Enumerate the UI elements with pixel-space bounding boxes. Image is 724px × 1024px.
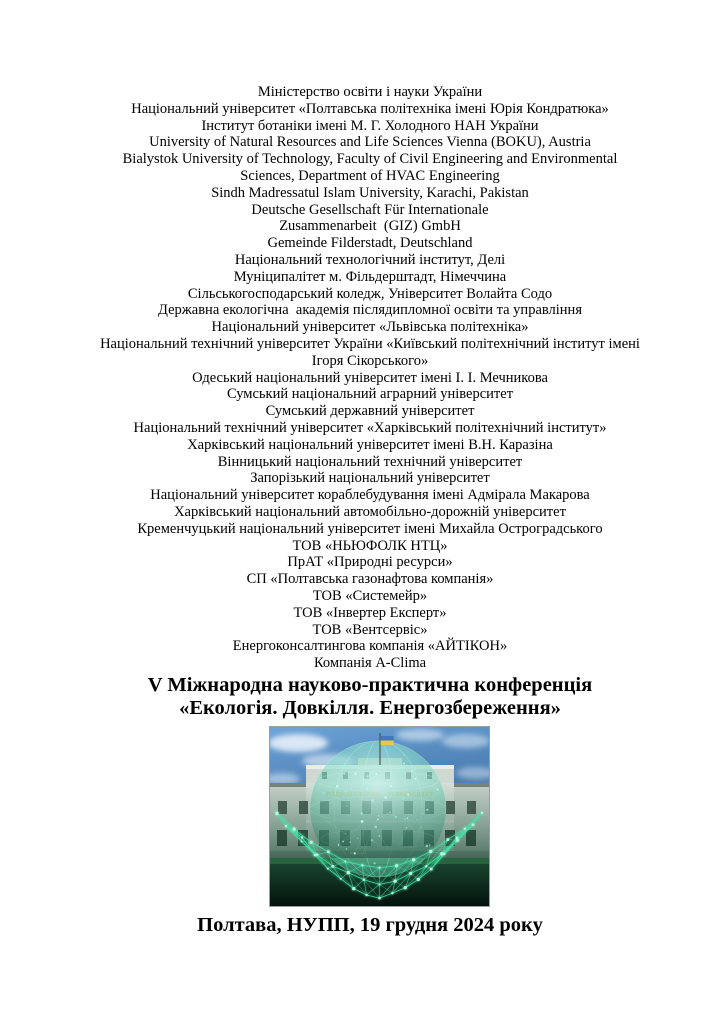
organization-line: Інститут ботаніки імені М. Г. Холодного НАН України <box>201 117 539 134</box>
organization-line: ТОВ «Інвертер Експерт» <box>293 604 447 621</box>
organization-line: Компанія A-Clima <box>313 655 427 672</box>
organization-line: Запорізький національний університет <box>250 470 490 487</box>
green-tint-overlay <box>270 783 489 858</box>
organization-line: ТОВ «Вентсервіс» <box>312 621 428 638</box>
organization-line: Вінницький національний технічний університет <box>217 453 523 470</box>
organization-line: ТОВ «НЬЮФОЛК НТЦ» <box>292 537 448 554</box>
organization-line: Сумський національний аграрний університет <box>226 386 514 403</box>
organization-line: Sciences, Department of HVAC Engineering <box>240 167 500 184</box>
organization-line: Харківський національний автомобільно-дорожній університет <box>174 503 566 520</box>
conference-image <box>269 726 490 907</box>
organizations-list <box>46 84 694 672</box>
organization-line: Bialystok University of Technology, Faculty of Civil Engineering and Environmental <box>122 151 618 168</box>
organization-line: Харківський національний університет імені В.Н. Каразіна <box>187 436 553 453</box>
organization-line: Zusammenarbeit (GIZ) GmbH <box>279 218 461 235</box>
organization-line: ТОВ «Системейр» <box>312 587 428 604</box>
organization-line: Національний університет «Львівська політехніка» <box>211 319 529 336</box>
organization-line: Сільськогосподарський коледж, Університет Волайта Содо <box>187 285 553 302</box>
organization-line: Deutsche Gesellschaft Für Internationale <box>251 201 489 218</box>
organization-line: ПрАТ «Природні ресурси» <box>287 554 453 571</box>
organization-line: СП «Полтавська газонафтова компанія» <box>246 571 494 588</box>
organization-line: Національний технічний університет «Харківський політехнічний інститут» <box>133 419 607 436</box>
conference-title <box>46 674 694 721</box>
organization-line: Національний університет «Полтавська політехніка імені Юрія Кондратюка» <box>131 100 609 117</box>
organization-line: Сумський державний університет <box>265 403 475 420</box>
organization-line: University of Natural Resources and Life Sciences Vienna (BOKU), Austria <box>149 134 591 151</box>
organization-line: Національний університет кораблебудування імені Адмірала Макарова <box>150 487 590 504</box>
organization-line: Національний технічний університет України «Київський політехнічний інститут імені <box>100 335 640 352</box>
organization-line: Одеський національний університет імені І. І. Мечникова <box>192 369 548 386</box>
organization-line: Національний технологічний інститут, Делі <box>234 251 506 268</box>
organization-line: Gemeinde Filderstadt, Deutschland <box>267 235 473 252</box>
conference-title-line1: V Міжнародна науково-практична конференція <box>147 673 593 696</box>
organization-line: Ігоря Сікорського» <box>311 352 429 369</box>
conference-title-line2: «Екологія. Довкілля. Енергозбереження» <box>179 697 561 720</box>
organization-line: Муніципалітет м. Фільдерштадт, Німеччина <box>233 268 507 285</box>
organization-line: Міністерство освіти і науки України <box>257 84 483 100</box>
organization-line: Державна екологічна академія післядипломної освіти та управління <box>158 302 582 319</box>
organization-line: Кременчуцький національний університет імені Михайла Остроградського <box>137 520 603 537</box>
organization-line: Sindh Madressatul Islam University, Karachi, Pakistan <box>211 184 529 201</box>
organization-line: Енергоконсалтингова компанія «АЙТІКОН» <box>232 638 508 655</box>
footer-place-date: Полтава, НУПП, 19 грудня 2024 року <box>197 913 543 936</box>
